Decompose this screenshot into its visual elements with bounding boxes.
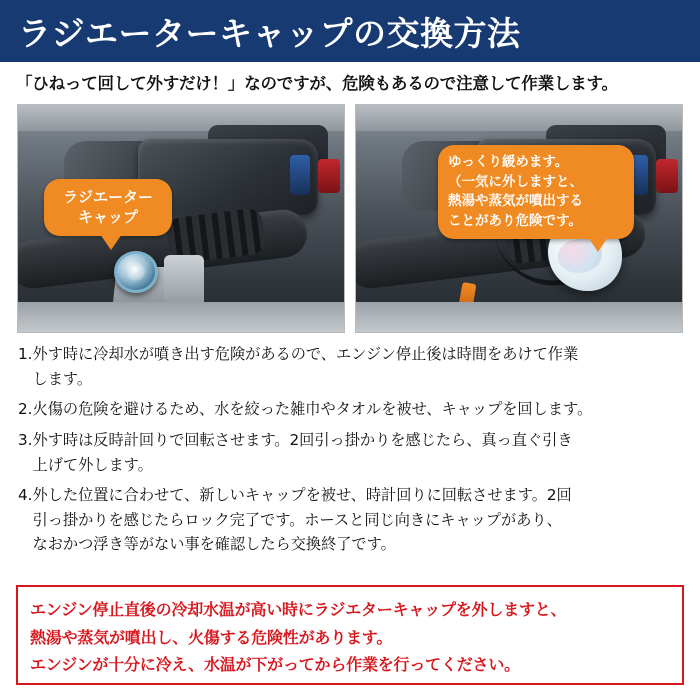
step-line: 外した位置に合わせて、新しいキャップを被せ、時計回りに回転させます。2回 bbox=[32, 486, 572, 505]
step-text bbox=[33, 483, 685, 557]
radiator-cap-photo bbox=[17, 104, 345, 333]
cap-removal-photo bbox=[355, 104, 683, 333]
step-line: 外す時に冷却水が噴き出す危険があるので、エンジン停止後は時間をあけて作業 bbox=[32, 345, 579, 363]
page-title: ラジエーターキャップの交換方法 bbox=[18, 13, 521, 53]
callout-line: ゆっくり緩めます。 bbox=[448, 154, 569, 170]
callout-loosen-slowly bbox=[438, 145, 634, 239]
step-line: します。 bbox=[32, 369, 93, 388]
photo-row bbox=[17, 104, 683, 333]
callout-line: （一気に外しますと、 bbox=[448, 173, 583, 190]
step-line: なおかつ浮き等がない事を確認したら交換終了です。 bbox=[32, 535, 396, 554]
step-line: 上げて外します。 bbox=[32, 455, 153, 474]
list-item bbox=[18, 342, 684, 391]
steps-list bbox=[18, 342, 684, 563]
warning-box bbox=[16, 585, 684, 685]
warning-line: エンジン停止直後の冷却水温が高い時にラジエターキャップを外しますと、 bbox=[30, 600, 567, 619]
step-line: 外す時は反時計回りで回転させます。2回引っ掛かりを感じたら、真っ直ぐ引き bbox=[32, 430, 573, 449]
list-item bbox=[18, 397, 684, 422]
callout-line: キャップ bbox=[77, 208, 138, 227]
step-number: 2. bbox=[18, 400, 33, 419]
radiator-cap-icon bbox=[114, 251, 158, 293]
list-item bbox=[18, 428, 684, 477]
step-text bbox=[33, 342, 685, 391]
callout-radiator-cap bbox=[44, 179, 172, 236]
callout-line: ことがあり危険です。 bbox=[448, 212, 582, 229]
callout-line: 熱湯や蒸気が噴出する bbox=[448, 193, 583, 210]
lead-text: 「ひねって回して外すだけ！」なのですが、危険もあるので注意して作業します。 bbox=[16, 74, 618, 93]
step-line: 引っ掛かりを感じたらロック完了です。ホースと同じ向きにキャップがあり、 bbox=[32, 510, 562, 529]
warning-line: 熱湯や蒸気が噴出し、火傷する危険性があります。 bbox=[30, 627, 393, 647]
step-number: 1. bbox=[18, 345, 33, 363]
step-number: 3. bbox=[18, 430, 33, 449]
list-item bbox=[18, 483, 684, 557]
warning-line: エンジンが十分に冷え、水温が下がってから作業を行ってください。 bbox=[30, 655, 520, 675]
page-header bbox=[0, 0, 700, 62]
step-text bbox=[33, 397, 685, 422]
step-text bbox=[33, 428, 685, 477]
step-number: 4. bbox=[18, 486, 33, 505]
step-line: 火傷の危険を避けるため、水を絞った雑巾やタオルを被せ、キャップを回します。 bbox=[32, 400, 593, 419]
callout-line: ラジエーター bbox=[62, 188, 153, 206]
